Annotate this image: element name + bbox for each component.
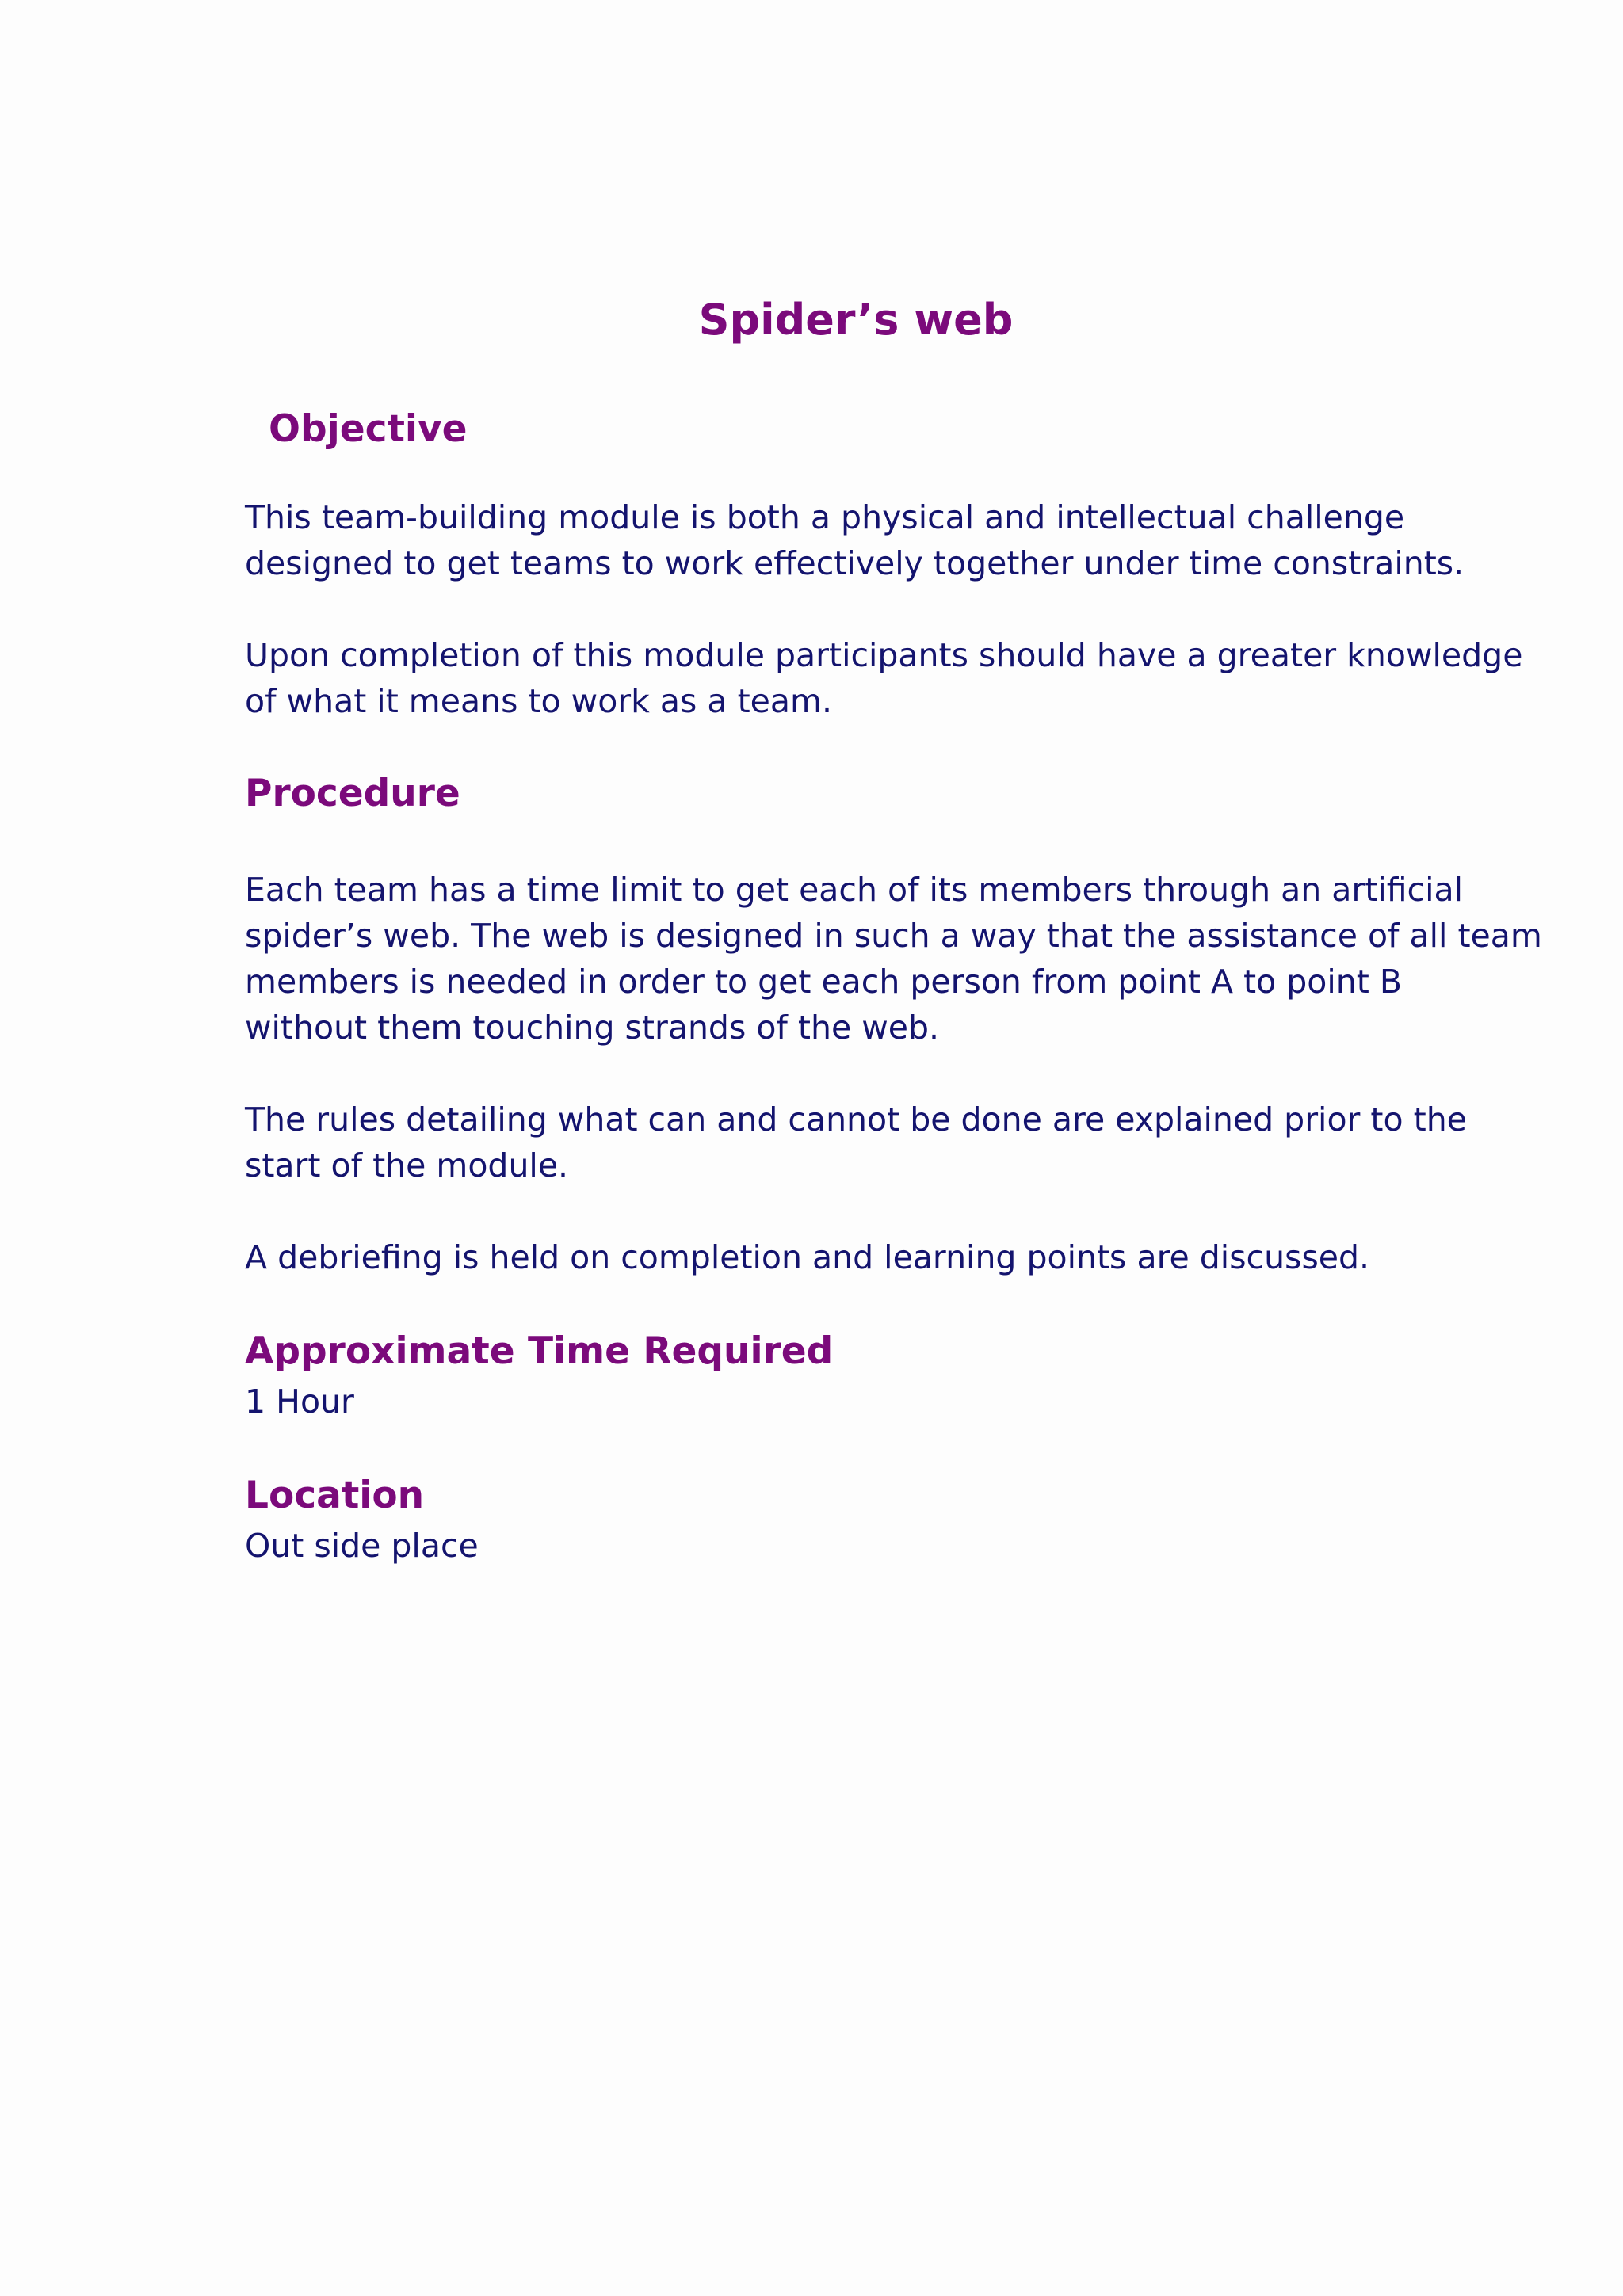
time-required-value [245,1379,1481,1425]
text-line: Upon completion of this module participants should have a greater knowledge [245,636,1523,674]
text-line: designed to get teams to work effectively together under time constraints. [245,544,1465,582]
time-required-heading: Approximate Time Required [245,1329,834,1373]
objective-heading: Objective [269,407,468,451]
text-line: without them touching strands of the web. [245,1009,940,1047]
text-line: of what it means to work as a team. [245,682,832,720]
procedure-paragraph-1 [245,867,1542,1051]
text-line: members is needed in order to get each person from point A to point B [245,963,1402,1001]
text-line: The rules detailing what can and cannot be done are explained prior to the [245,1100,1467,1138]
procedure-heading: Procedure [245,772,460,815]
text-line: This team-building module is both a physical and intellectual challenge [245,498,1405,536]
text-line: A debriefing is held on completion and learning points are discussed. [245,1238,1370,1276]
text-line: spider’s web. The web is designed in such a way that the assistance of all team [245,917,1542,955]
location-value [245,1523,1481,1569]
procedure-paragraph-2 [245,1097,1481,1188]
text-line: 1 Hour [245,1383,354,1421]
objective-paragraph-1 [245,494,1481,586]
text-line: Out side place [245,1527,479,1565]
text-line: Each team has a time limit to get each of its members through an artificial [245,871,1463,909]
text-line: start of the module. [245,1146,569,1184]
objective-paragraph-2 [245,632,1523,724]
document-title: Spider’s web [698,295,1014,345]
procedure-paragraph-3 [245,1234,1481,1280]
location-heading: Location [245,1474,425,1517]
